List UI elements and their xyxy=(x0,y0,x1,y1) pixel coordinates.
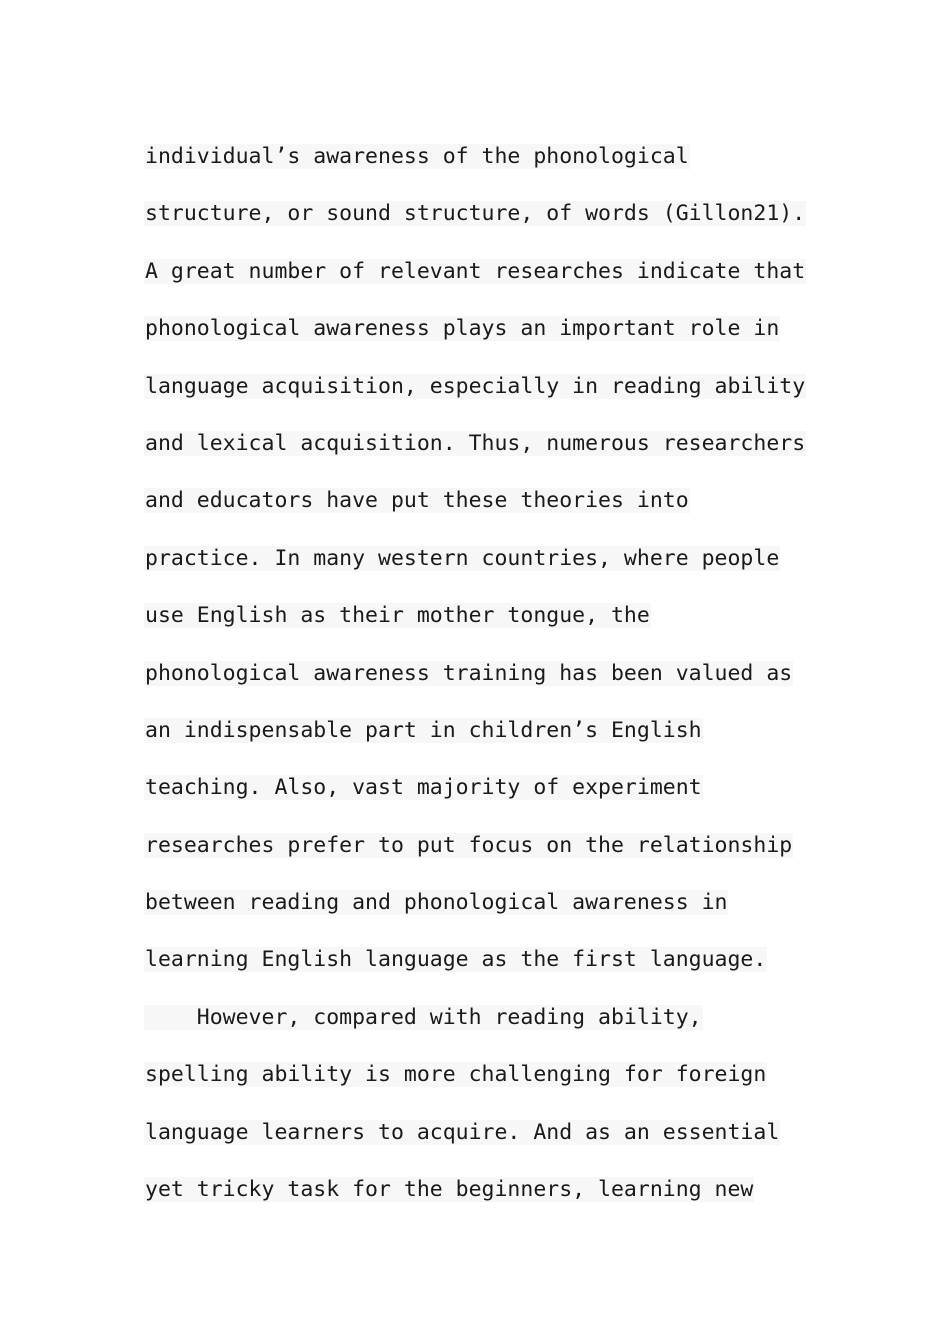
text-line: learning English language as the first language. xyxy=(145,947,767,973)
text-line: spelling ability is more challenging for foreign xyxy=(145,1062,767,1088)
text-line: language learners to acquire. And as an essential xyxy=(145,1119,780,1145)
text-line: researches prefer to put focus on the relationship xyxy=(145,832,793,858)
text-line: individual’s awareness of the phonological xyxy=(145,144,689,169)
text-line: an indispensable part in children’s English xyxy=(145,717,702,743)
text-line: A great number of relevant researches indicate that xyxy=(145,258,806,284)
text-line: teaching. Also, vast majority of experiment xyxy=(145,775,702,801)
text-line: practice. In many western countries, where people xyxy=(145,545,780,571)
text-line: language acquisition, especially in reading ability xyxy=(145,373,806,399)
text-line: structure, or sound structure, of words (Gillon21). xyxy=(145,201,806,227)
text-line: and educators have put these theories into xyxy=(145,488,689,514)
text-line: phonological awareness plays an important role in xyxy=(145,316,780,342)
body-text xyxy=(144,128,824,1218)
text-line: use English as their mother tongue, the xyxy=(145,603,650,629)
text-line: phonological awareness training has been valued as xyxy=(145,660,793,686)
text-line: yet tricky task for the beginners, learning new xyxy=(145,1177,754,1203)
text-line: between reading and phonological awareness in xyxy=(145,890,728,916)
text-line: However, compared with reading ability, xyxy=(145,1004,702,1030)
text-line: and lexical acquisition. Thus, numerous researchers xyxy=(145,430,806,456)
